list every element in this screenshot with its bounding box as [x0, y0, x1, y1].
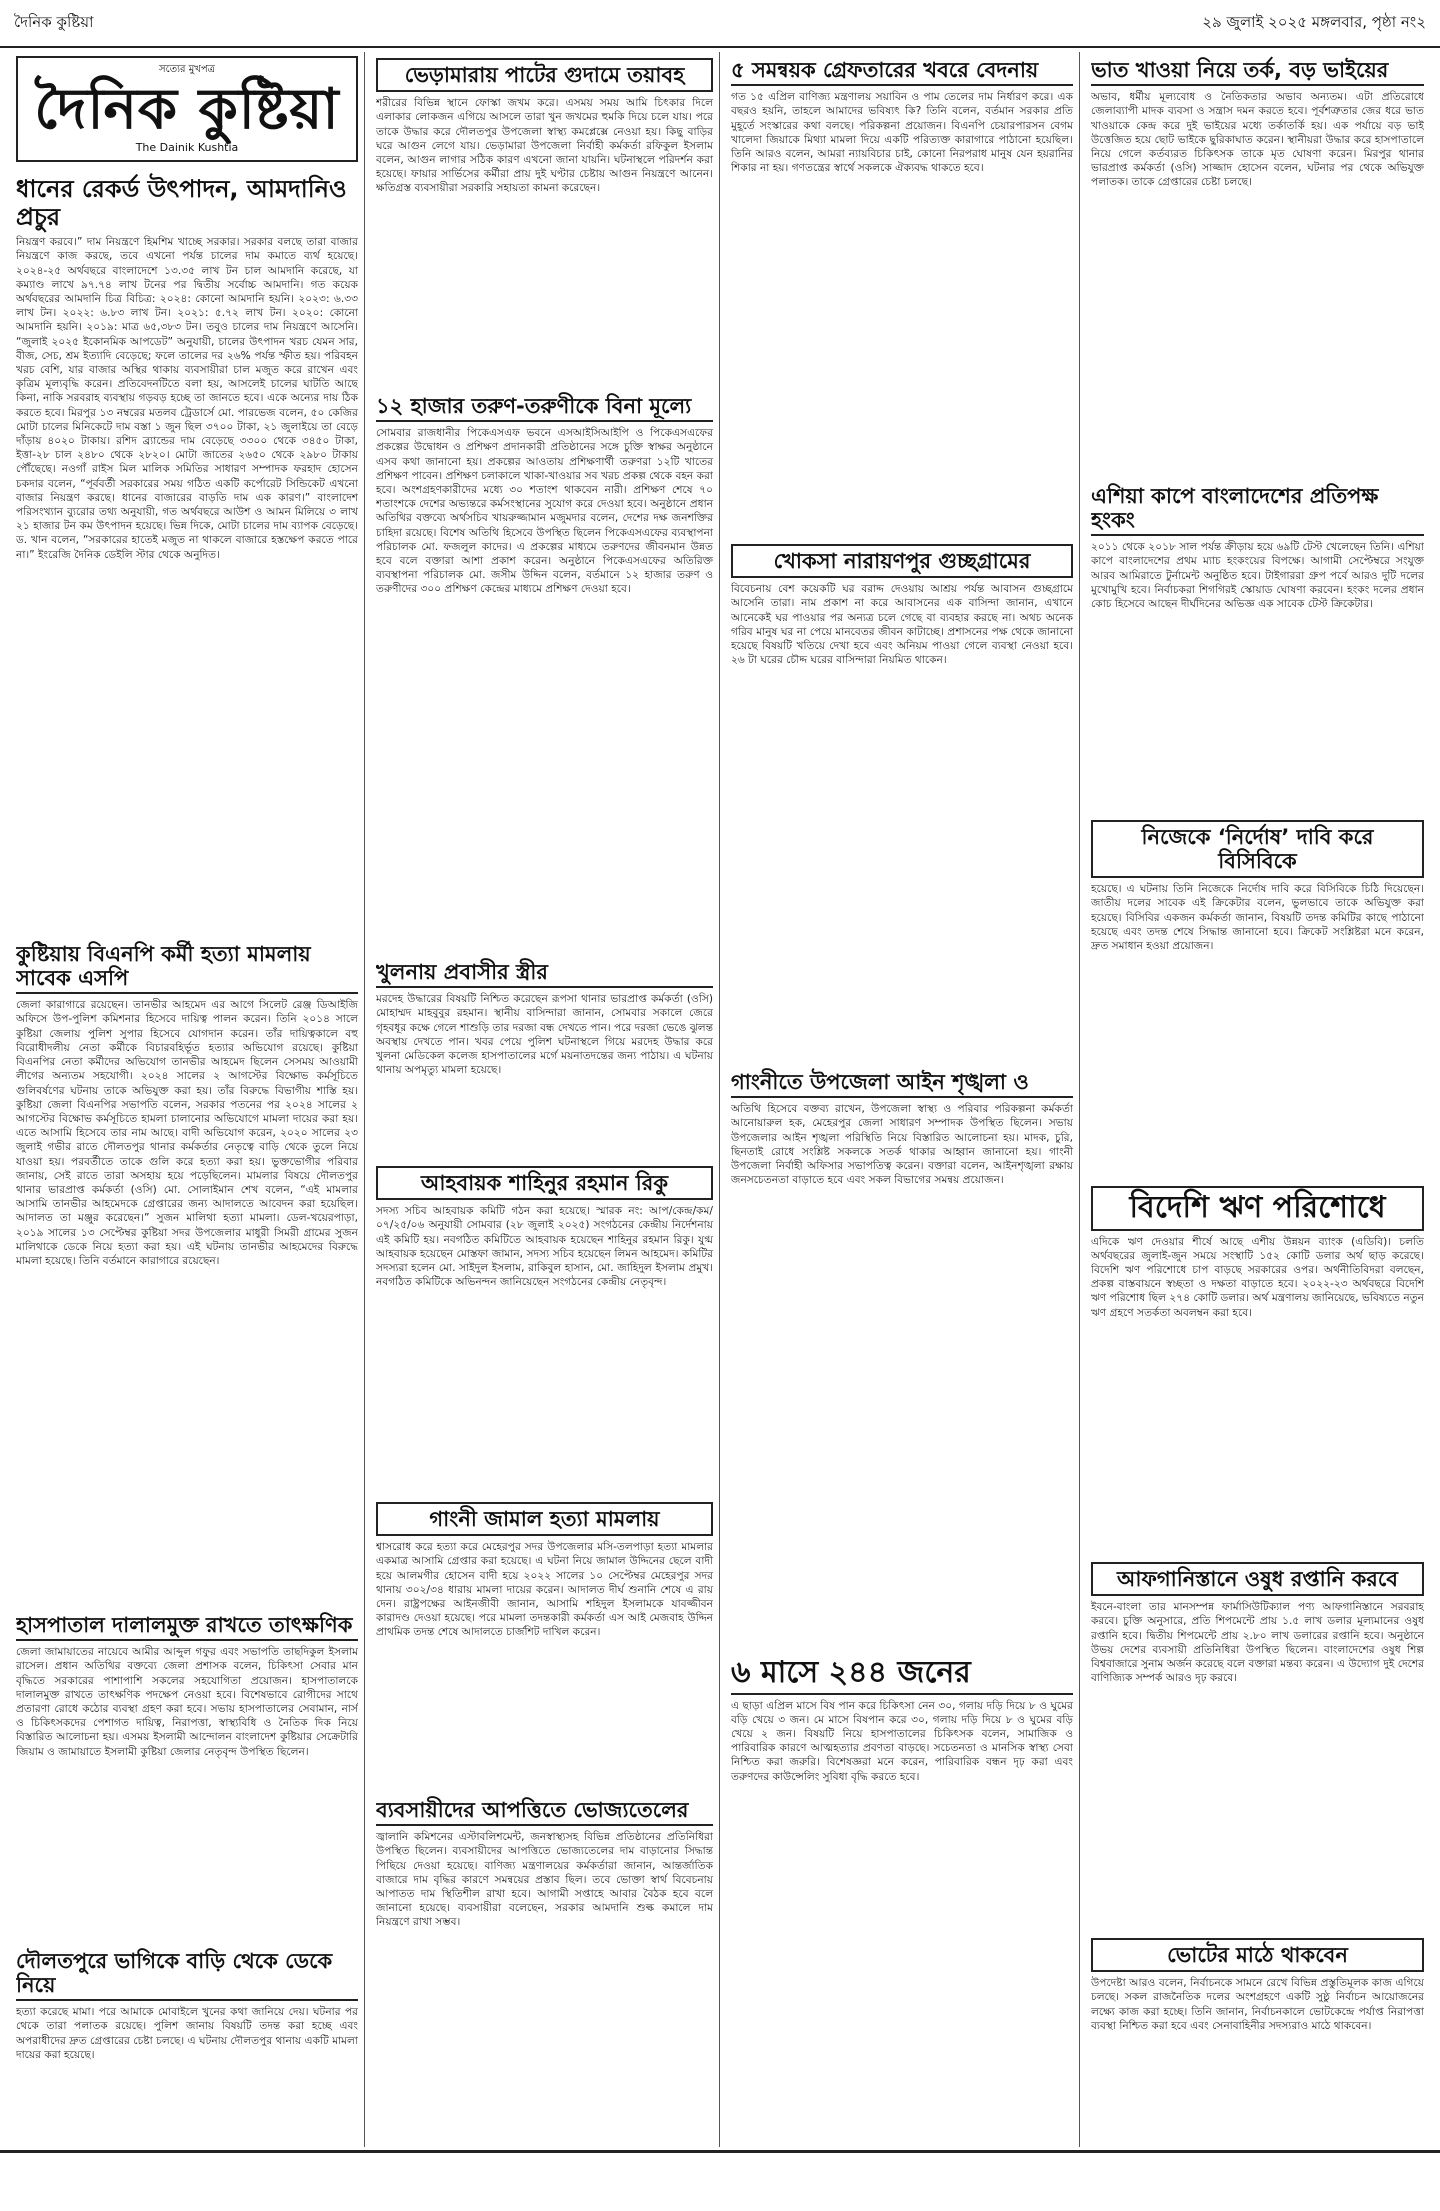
- article-body: শরীরের বিভিন্ন স্থানে ফোস্কা জখম করে। এসময় সময় আমি চিৎকার দিলে এলাকার লোকজন এগিয়ে আসলে তারা খুন জখমের হুমকি দিয়ে চলে যায়। পরে তাকে উদ্ধার করে দৌলতপুর উপজেলা স্বাস্থ্য কমপ্লেক্সে নেওয়া হয়। কিছু বাড়ির ঘরে আগুন লেগে যায়। ভেড়ামারা উপজেলা নির্বাহী কর্মকর্তা রফিকুল ইসলাম বলেন, আগুন লাগার সঠিক কারণ এখনো জানা যায়নি। ঘটনাস্থলে পরিদর্শন করা হয়েছে। ফায়ার সার্ভিসের কর্মীরা প্রায় দুই ঘণ্টার চেষ্টায় আগুন নিয়ন্ত্রণে আনেন। ক্ষতিগ্রস্ত ব্যবসায়ীরা সরকারি সহায়তা কামনা করেছেন।: [376, 97, 713, 195]
- article-body: উপদেষ্টা আরও বলেন, নির্বাচনকে সামনে রেখে বিভিন্ন প্রস্তুতিমূলক কাজ এগিয়ে চলছে। সকল রাজনৈতিক দলের অংশগ্রহণে একটি সুষ্ঠু নির্বাচন আয়োজনের লক্ষ্যে কাজ করা হচ্ছে। তিনি জানান, নির্বাচনকালে ভোটকেন্দ্রে পর্যাপ্ত নিরাপত্তা ব্যবস্থা নিশ্চিত করা হবে এবং সেনাবাহিনীর সদস্যরাও মাঠে থাকবেন।: [1091, 1977, 1424, 2032]
- article-hospital: [16, 1607, 358, 1937]
- article-edible-oil: [376, 1792, 713, 2147]
- headline: ভাত খাওয়া নিয়ে তর্ক, বড় ভাইয়ের: [1091, 58, 1424, 86]
- article-body: মরদেহ উদ্ধারের বিষয়টি নিশ্চিত করেছেন রূপসা থানার ভারপ্রাপ্ত কর্মকর্তা (ওসি) মোহাম্মদ মাহবুবুর রহমান। স্থানীয় বাসিন্দারা জানান, সোমবার সকালে জেরে গৃহবধূর কক্ষে গেলে শাশুড়ি তার দরজা বন্ধ দেখতে পান। পরে দরজা ভেঙে ঝুলন্ত অবস্থায় দেখতে পান। খবর পেয়ে পুলিশ ঘটনাস্থলে গিয়ে মরদেহ উদ্ধার করে খুলনা মেডিকেল কলেজ হাসপাতালের মর্গে ময়নাতদন্তের জন্য পাঠায়। এ ঘটনায় থানায় অপমৃত্যু মামলা হয়েছে।: [376, 993, 713, 1077]
- article-body: ইবনে-বাংলা তার মানসম্পন্ন ফার্মাসিউটিক্যাল পণ্য আফগানিস্তানে সরবরাহ করবে। চুক্তি অনুসারে, প্রতি শিপমেন্টে প্রায় ১.৫ লাখ ডলার মূল্যমানের ওষুধ রপ্তানি হবে। দ্বিতীয় শিপমেন্টে প্রায় ২.৮০ লাখ ডলারের রপ্তানি হবে। অনুষ্ঠানে উভয় দেশের ব্যবসায়ী প্রতিনিধিরা উপস্থিত ছিলেন। বাংলাদেশের ওষুধ শিল্প বিশ্ববাজারে সুনাম অর্জন করেছে বলে বক্তারা মন্তব্য করেন। এ উদ্যোগ দুই দেশের বাণিজ্যিক সম্পর্ক আরও দৃঢ় করবে।: [1091, 1601, 1424, 1685]
- article-coordinators: [731, 52, 1073, 532]
- article-khulna: [376, 954, 713, 1154]
- headline: হাসপাতাল দালালমুক্ত রাখতে তাৎক্ষণিক: [16, 1613, 358, 1641]
- article-foreign-loan: [1091, 1180, 1424, 1550]
- headline: ৬ মাসে ২৪৪ জনের: [731, 1656, 1073, 1695]
- masthead-tagline: সত্যের মুখপত্র: [159, 64, 215, 75]
- headline: গাংনীতে উপজেলা আইন শৃঙ্খলা ও: [731, 1070, 1073, 1098]
- article-body: সোমবার রাজধানীর পিকেএসএফ ভবনে এসআইসিআইপি ও পিকেএসএফের প্রকল্পের উদ্বোধন ও প্রশিক্ষণ প্রদানকারী প্রতিষ্ঠানের সঙ্গে চুক্তি স্বাক্ষর অনুষ্ঠানে এসব কথা জানানো হয়। প্রকল্পের আওতায় প্রশিক্ষণার্থী তরুণরা ১২টি খাতের প্রশিক্ষণ পাবেন। প্রশিক্ষণ চলাকালে খাকা-খাওয়ার সব খরচ প্রকল্প থেকে বহন করা হবে। অংশগ্রহণকারীদের মধ্যে ৩০ শতাংশ থাকবেন নারী। প্রশিক্ষণ শেষে ৭০ শতাংশকে দেশের অভ্যন্তরে কর্মসংস্থানের সুযোগ করে দেওয়া হবে। অনুষ্ঠানে প্রধান অতিথির বক্তব্যে অর্থসচিব খায়রুজ্জামান মজুমদার বলেন, দেশের দক্ষ জনশক্তির চাহিদা রয়েছে। বিশেষ অতিথি হিসেবে উপস্থিত ছিলেন পিকেএসএফের ব্যবস্থাপনা পরিচালক মো. ফজলুল কাদের। এ প্রকল্পের মাধ্যমে তরুণদের জীবনমান উন্নত হবে বলে বক্তারা আশা প্রকাশ করেন। অনুষ্ঠানে পিকেএসএফের অতিরিক্ত ব্যবস্থাপনা পরিচালক মো. জসীম উদ্দিন বলেন, বর্তমানে ১২ হাজার তরুণ ও তরুণীদের ৩০০ প্রশিক্ষণ কেন্দ্রের মাধ্যমে প্রশিক্ষণ দেওয়া হবে।: [376, 427, 713, 596]
- page-body: [10, 52, 1430, 2147]
- headline: কুষ্টিয়ায় বিএনপি কর্মী হত্যা মামলায় সাবেক এসপি: [16, 942, 358, 994]
- headline: গাংনী জামাল হত্যা মামলায়: [376, 1502, 713, 1536]
- article-jute-fire: [376, 52, 713, 382]
- headline: দৌলতপুরে ভাগিকে বাড়ি থেকে ডেকে নিয়ে: [16, 1949, 358, 2001]
- article-body: সদস্য সচিব আহবায়ক কমিটি গঠন করা হয়েছে। স্মারক নং: আপ/কেন্দ্র/কম/০৭/২৫/০৬ অনুযায়ী সোমবার (২৮ জুলাই ২০২৫) সংগঠনের কেন্দ্রীয় নির্দেশনায় এই কমিটি হয়। নবগঠিত কমিটিতে আহবায়ক হয়েছেন শাহিনুর রহমান রিকু। যুগ্ম আহবায়ক হয়েছেন মোস্তফা জামান, সদস্য সচিব হয়েছেন লিমন আহমেদ। কমিটির সদস্যরা হলেন মো. সাইদুল ইসলাম, রাকিবুল হাসান, মো. জাহিদুল ইসলাম প্রমুখ। নবগঠিত কমিটিকে অভিনন্দন জানিয়েছেন সংগঠনের কেন্দ্রীয় নেতৃবৃন্দ।: [376, 1205, 713, 1289]
- headline: ৫ সমন্বয়ক গ্রেফতারের খবরে বেদনায়: [731, 58, 1073, 86]
- page-footer-rule: [0, 2150, 1440, 2211]
- article-body: হয়েছে। এ ঘটনায় তিনি নিজেকে নির্দোষ দাবি করে বিসিবিকে চিঠি দিয়েছেন। জাতীয় দলের সাবেক এই ক্রিকেটার বলেন, ভুলভাবে তাকে অভিযুক্ত করা হয়েছে। বিসিবির একজন কর্মকর্তা জানান, বিষয়টি তদন্ত কমিটির কাছে পাঠানো হয়েছে এবং তদন্ত শেষে সিদ্ধান্ত জানানো হবে। ক্রিকেট সংশ্লিষ্টরা মনে করেন, দ্রুত সমাধান হওয়া প্রয়োজন।: [1091, 883, 1424, 953]
- masthead: [16, 56, 358, 162]
- article-afghanistan: [1091, 1556, 1424, 1926]
- headline: বিদেশি ঋণ পরিশোধে: [1091, 1186, 1424, 1231]
- headline: ভেড়ামারায় পাটের গুদামে তয়াবহ: [376, 58, 713, 92]
- article-body: অতিথি হিসেবে বক্তব্য রাখেন, উপজেলা স্বাস্থ্য ও পরিবার পরিকল্পনা কর্মকর্তা আনোয়ারুল হক, মেহেরপুর জেলা সাধারণ সম্পাদক উপস্থিত ছিলেন। সভায় উপজেলার আইন শৃঙ্খলা পরিস্থিতি নিয়ে বিস্তারিত আলোচনা হয়। মাদক, চুরি, ছিনতাই রোধে সংশ্লিষ্ট সকলকে সতর্ক থাকার আহ্বান জানানো হয়। গাংনী উপজেলা নির্বাহী অফিসার সভাপতিত্ব করেন। বক্তারা বলেন, আইনশৃঙ্খলা রক্ষায় জনসচেতনতা বাড়াতে হবে এবং সকল বিভাগের সমন্বয় প্রয়োজন।: [731, 1103, 1073, 1187]
- column-3: [725, 52, 1080, 2147]
- header-paper-name: দৈনিক কুষ্টিয়া: [14, 12, 94, 31]
- article-gangni-law: [731, 1064, 1073, 1644]
- article-body: জ্বালানি কমিশনের এস্টাবলিশমেন্ট, জনস্বাস্থ্যসহ বিভিন্ন প্রতিষ্ঠানের প্রতিনিধিরা উপস্থিত ছিলেন। ব্যবসায়ীদের আপত্তিতে ভোজ্যতেলের দাম বাড়ানোর সিদ্ধান্ত পিছিয়ে দেওয়া হয়েছে। বাণিজ্য মন্ত্রণালয়ের কর্মকর্তারা জানান, আন্তর্জাতিক বাজারে দাম বৃদ্ধির কারণে সমন্বয়ের প্রস্তাব ছিল। তবে ভোক্তা স্বার্থ বিবেচনায় আপাতত দাম স্থিতিশীল রাখা হবে। আগামী সপ্তাহে আবার বৈঠক হবে বলে জানানো হয়েছে। ব্যবসায়ীরা বলেছেন, সরকার আমদানি শুল্ক কমালে দাম নিয়ন্ত্রণে রাখা সম্ভব।: [376, 1831, 713, 1929]
- article-body: অভাব, ধর্মীয় মূল্যবোধ ও নৈতিকতার অভাব অন্যতম। এটা প্রতিরোধে জেলাব্যাপী মাদক ব্যবসা ও সন্ত্রাস দমন করতে হবে। পূর্বশত্রুতার জের ধরে ভাত খাওয়াকে কেন্দ্র করে দুই ভাইয়ের মধ্যে তর্কাতর্কি হয়। এক পর্যায়ে বড় ভাই উত্তেজিত হয়ে ছোট ভাইকে ছুরিকাঘাত করেন। স্থানীয়রা উদ্ধার করে হাসপাতালে নিয়ে গেলে কর্তব্যরত চিকিৎসক তাকে মৃত ঘোষণা করেন। মিরপুর থানার ভারপ্রাপ্ত কর্মকর্তা (ওসি) সাজ্জাদ হোসেন বলেন, ঘটনার পর থেকে অভিযুক্ত পলাতক। তাকে গ্রেপ্তারের চেষ্টা চলছে।: [1091, 91, 1424, 189]
- headline: খুলনায় প্রবাসীর স্ত্রীর: [376, 960, 713, 988]
- article-daulatpur: [16, 1943, 358, 2093]
- article-body: জেলা কারাগারে রয়েছেন। তানভীর আহমেদ এর আগে সিলেট রেঞ্জ ডিআইজি অফিসে উপ-পুলিশ কমিশনার হিসেবে দায়িত্ব পালন করেন। তিনি ২০১৪ সালে কুষ্টিয়া জেলায় পুলিশ সুপার হিসেবে যোগদান করেন। তাঁর দায়িত্বকালে বহু বিরোধীদলীয় নেতা কর্মীকে বিচারবহির্ভূত হত্যার অভিযোগ রয়েছে। কুষ্টিয়া বিএনপির নেতা কর্মীদের অভিযোগ তানভীর আহমেদ ছিলেন সেসময় আওয়ামী লীগের অন্যতম সহযোগী। ২০২৪ সালের ২ আগস্টের বিক্ষোভ কর্মসূচিতে গুলিবর্ষণের ঘটনায় তাকে অভিযুক্ত করা হয়। তাঁর বিরুদ্ধে বিভাগীয় শাস্তি হয়। কুষ্টিয়া জেলা বিএনপির সভাপতি বলেন, সরকার পতনের পর ২০২৪ সালের ২ আগস্টের বিক্ষোভ কর্মসূচিতে হামলা চালানোর অভিযোগে মামলা দায়ের করা হয়। এতে আসামি হিসেবে তার নাম আছে। বাদী অভিযোগ করেন, ২০২০ সালের ২৩ জুলাই গভীর রাতে দৌলতপুর থানার কর্মকর্তার নেতৃত্বে বাড়ি থেকে তুলে নিয়ে যাওয়া হয়। পরবর্তীতে তাকে গুলি করে হত্যা করা হয়। ভুক্তভোগীর পরিবার জানায়, সেই রাতে তারা অসহায় হয়ে পড়েছিলেন। মামলার বিষয়ে দৌলতপুর থানার ভারপ্রাপ্ত কর্মকর্তা (ওসি) মো. সোলাইমান শেখ বলেন, “এই মামলার আসামি তানভীর আহমেদকে গ্রেপ্তারের জন্য আদালতে আবেদন করা হয়েছিল। আদালত তা মঞ্জুর করেছেন।” সুজন মালিথা হত্যা মামলা। ডেল-খয়েরপাড়া, ২০১৯ সালের ১৩ সেপ্টেম্বর কুষ্টিয়া সদর উপজেলার মাধুরী সিমরী গ্রামের সুজন মালিথাকে ডেকে নিয়ে হত্যা করা হয়। এই ঘটনায় তানভীর আহমেদের বিরুদ্ধে মামলা হয়েছে। তিনি বর্তমানে কারাগারে রয়েছেন।: [16, 999, 358, 1267]
- headline: খোকসা নারায়ণপুর গুচ্ছগ্রামের: [731, 544, 1073, 578]
- article-body: হত্যা করেছে মামা। পরে আমাকে মোবাইলে খুনের কথা জানিয়ে দেয়। ঘটনার পর থেকে তারা পলাতক রয়েছে। পুলিশ জানায় বিষয়টি তদন্ত করা হচ্ছে এবং অপরাধীদের দ্রুত গ্রেপ্তারের চেষ্টা চলছে। এ ঘটনায় দৌলতপুর থানায় একটি মামলা দায়ের করা হয়েছে।: [16, 2006, 358, 2061]
- headline: ধানের রেকর্ড উৎপাদন, আমদানিও প্রচুর: [16, 175, 347, 231]
- headline: নিজেকে ‘নির্দোষ’ দাবি করে বিসিবিকে: [1091, 820, 1424, 878]
- column-4: [1085, 52, 1430, 2147]
- headline: এশিয়া কাপে বাংলাদেশের প্রতিপক্ষ হংকং: [1091, 484, 1424, 536]
- article-brothers: [1091, 52, 1424, 472]
- column-2: [370, 52, 720, 2147]
- headline: আফগানিস্তানে ওষুধ রপ্তানি করবে: [1091, 1562, 1424, 1596]
- article-training: [376, 388, 713, 948]
- column-1: [10, 52, 365, 2147]
- article-khoksa: [731, 538, 1073, 1058]
- article-body: এ ছাড়া এপ্রিল মাসে বিষ পান করে চিকিৎসা নেন ৩০, গলায় দড়ি দিয়ে ৮ ও ঘুমের বড়ি খেয়ে ৩ জন। মে মাসে বিষপান করে ৩০, গলায় দড়ি দিয়ে ৮ ও ঘুমের বড়ি খেয়ে ২ জন। বিষয়টি নিয়ে হাসপাতালের চিকিৎসক বলেন, সামাজিক ও পারিবারিক কারণে আত্মহত্যার প্রবণতা বাড়ছে। সচেতনতা ও মানসিক স্বাস্থ্য সেবা নিশ্চিত করা জরুরি। বিশেষজ্ঞরা মনে করেন, পারিবারিক বন্ধন দৃঢ় করা এবং তরুণদের কাউন্সেলিং সুবিধা বৃদ্ধি করতে হবে।: [731, 1699, 1073, 1783]
- header-date-page: ২৯ জুলাই ২০২৫ মঙ্গলবার, পৃষ্ঠা নং২: [1202, 12, 1426, 31]
- article-body: বিবেচনায় বেশ কয়েকটি ঘর বরাদ্দ দেওয়ায় আশ্রয় পর্যন্ত আবাসন গুচ্ছগ্রামে আসেনি তারা। নাম প্রকাশ না করে আবাসনের এক বাসিন্দা জানান, এখানে আনেকেই ঘর পাওয়ার পর অন্যত্র চলে গেছে বা ব্যবহার করছে না। অথচ অনেক গরিব মানুষ ঘর না পেয়ে মানবেতর জীবন কাটাচ্ছে। প্রশাসনের পক্ষ থেকে জানানো হয়েছে বিষয়টি খতিয়ে দেখা হবে এবং অনিয়ম পাওয়া গেলে ব্যবস্থা নেওয়া হবে। ২৬ টা ঘরের চৌদ্দ ঘরের বাসিন্দারা নিয়মিত থাকেন।: [731, 583, 1073, 667]
- article-election: [1091, 1932, 1424, 2147]
- masthead-latin: The Dainik Kushtia: [135, 141, 239, 154]
- article-innocent: [1091, 814, 1424, 1174]
- page-header: [0, 0, 1440, 48]
- article-body: এদিকে ঋণ দেওয়ার শীর্ষে আছে এশীয় উন্নয়ন ব্যাংক (এডিবি)। চলতি অর্থবছরের জুলাই-জুন সময়ে সংস্থাটি ১৫২ কোটি ডলার অর্থ ছাড় করেছে। বিদেশি ঋণ পরিশোধে চাপ বাড়ছে সরকারের ওপর। অর্থনীতিবিদরা বলছেন, প্রকল্প বাস্তবায়নে স্বচ্ছতা ও দক্ষতা বাড়াতে হবে। ২০২২-২৩ অর্থবছরে বিদেশি ঋণ পরিশোধ ছিল ২৭৪ কোটি ডলার। অর্থ মন্ত্রণালয় জানিয়েছে, ভবিষ্যতে নতুন ঋণ গ্রহণে সতর্কতা অবলম্বন করা হবে।: [1091, 1235, 1424, 1319]
- headline: ব্যবসায়ীদের আপত্তিতে ভোজ্যতেলের: [376, 1798, 713, 1826]
- article-body: ২০১১ থেকে ২০১৮ সাল পর্যন্ত ক্রীড়ায় হয়ে ৬৯টি টেস্ট খেলেছেন তিনি। এশিয়া কাপে বাংলাদেশের প্রথম ম্যাচ হংকংয়ের বিপক্ষে। আগামী সেপ্টেম্বরে সংযুক্ত আরব আমিরাতে টুর্নামেন্ট অনুষ্ঠিত হবে। টাইগাররা গ্রুপ পর্বে আরও দুটি দলের মুখোমুখি হবে। নির্বাচকরা শিগগিরই স্কোয়াড ঘোষণা করবেন। হংকং দলের প্রধান কোচ হিসেবে আছেন দীর্ঘদিনের অভিজ্ঞ এক সাবেক টেস্ট ক্রিকেটার।: [1091, 541, 1424, 611]
- headline: ভোটের মাঠে থাকবেন: [1091, 1938, 1424, 1972]
- article-convener: [376, 1160, 713, 1490]
- article-body: গত ১৫ এপ্রিল বাণিজ্য মন্ত্রণালয় সয়াবিন ও পাম তেলের দাম নির্ধারণ করে। এক বছরও হয়নি, তাহলে আমাদের ভবিষ্যৎ কি? তিনি বলেন, বর্তমান সরকার প্রতি মুহূর্তে সংস্কারের কথা বলছে। পরিকল্পনা প্রয়োজন। বিএনপি চেয়ারপারসন বেগম খালেদা জিয়াকে মিথ্যা মামলা দিয়ে একটি পরিত্যক্ত কারাগারে পাঠানো হয়েছিল। তিনি আরও বলেন, আমরা ন্যায়বিচার চাই, কোনো নিরপরাধ মানুষ যেন হয়রানির শিকার না হয়। গণতন্ত্রের স্বার্থে সকলকে ঐক্যবদ্ধ থাকতে হবে।: [731, 91, 1073, 175]
- article-six-months: [731, 1650, 1073, 2130]
- article-body: জেলা জামায়াতের নায়েবে আমীর আব্দুল গফুর এবং সভাপতি তাছদিকুল ইসলাম রাসেল। প্রধান অতিথির বক্তব্যে জেলা প্রশাসক বলেন, চিকিৎসা সেবার মান বৃদ্ধিতে সরকারের পাশাপাশি সকলের সহযোগিতা প্রয়োজন। হাসপাতালকে দালালমুক্ত রাখতে তাৎক্ষণিক পদক্ষেপ নেওয়া হবে। বিশেষভাবে রোগীদের সাথে প্রতারণা রোধে কঠোর ব্যবস্থা গ্রহণ করা হবে। সভায় হাসপাতালের সেবামান, নার্স ও চিকিৎসকদের পেশাগত দায়িত্ব, নিরাপত্তা, স্বাস্থ্যবিধি ও নৈতিক দিক নিয়ে বিস্তারিত আলোচনা হয়। এসময় ইসলামী আন্দোলন বাংলাদেশ কুষ্টিয়ার সেক্রেটারি জিয়াম ও জামায়াতে ইসলামী কুষ্টিয়া জেলার নেতৃবৃন্দ উপস্থিত ছিলেন।: [16, 1646, 358, 1758]
- article-body: নিয়ন্ত্রণ করবে।” দাম নিয়ন্ত্রণে হিমশিম খাচ্ছে সরকার। সরকার বলছে তারা বাজার নিয়ন্ত্রণে কাজ করছে, তবে এখনো পর্যন্ত চালের দাম কমাতে ব্যর্থ হয়েছে। ২০২৪-২৫ অর্থবছরে বাংলাদেশে ১৩.৩৫ লাখ টন চাল আমদানি করেছে, যা কম্যাণ্ড লাখে ৯৭.৭৪ লাখ টনের পর দ্বিতীয় সর্বোচ্চ আমদানি। গত কয়েক অর্থবছরের আমদানি চিত্র বিচিত্র: ২০২৪: কোনো আমদানি হয়নি। ২০২৩: ৬.৩৩ লাখ টন। ২০২২: ৬.৮৩ লাখ টন। ২০২১: ৫.৭২ লাখ টন। ২০২০: কোনো আমদানি হয়নি। ২০১৯: মাত্র ৬৫,৩৮৩ টন। তবুও চালের দাম নিয়ন্ত্রণে আসেনি। “জুলাই ২০২৫ ইকোনমিক আপডেট” অনুযায়ী, চালের উৎপাদন খরচ যেমন সার, বীজ, সেচ, শ্রম ইত্যাদি বেড়েছে; ফলে তালের দর ২৬% পর্যন্ত স্ফীত হয়। পরিবহন খরচ বেশি, যার বাজার অস্থির থাকায় ব্যবসায়ীরা চাল মজুত করে রাখেন এবং কৃত্রিম মূল্যবৃদ্ধি করেন। প্রতিবেদনটিতে বলা হয়, আসলেই চালের ঘাটতি আছে কিনা, নাকি সরবরাহ ব্যবস্থায় গড়বড় হচ্ছে তা জানতে হবে। একে অন্যের দায় ঠিক করতে হবে। মিরপুর ১৩ নম্বরের মতলব ট্রেডার্সে মো. পারভেজ বলেন, ৫০ কেজির মোটা চালের মিনিকেটে দাম বস্তা ১ জুন ছিল ৩৭০০ টাকা, ২১ জুলাইয়ে তা বেড়ে দাঁড়ায় ৪০২০ টাকায়। রশিদ ব্র্যান্ডের দাম বেড়েছে ৩৩০০ থেকে ৩৪৫০ টাকা, ইত্তা-২৮ চাল ২৪৮০ থেকে ২৮২০। মোটা জাতের ২৬৫০ থেকে ২৯৮০ টাকায় পৌঁছেছে। নওগাঁ রাইস মিল মালিক সমিতির সাধারণ সম্পাদক ফরহাদ হোসেন চকদার বলেন, “পূর্ববর্তী সরকারের সময় গঠিত একটি কর্পোরেট সিন্ডিকেট এখনো বাজার নিয়ন্ত্রণ করছে। ধানের বাজারের বাড়তি দাম এক কারণ।” বাংলাদেশ পরিসংখ্যান ব্যুরোর তথ্য অনুযায়ী, গত অর্থবছরে আউশ ও আমন মিলিয়ে ৩ লাখ ২১ হাজার টন কম উৎপাদন হয়েছে। ভিন্ন দিকে, মোটা চালের দাম ব্যাপক বেড়েছে। ড. খান বলেন, “সরকারের হাতেই মজুত না থাকলে বাজারে হস্তক্ষেপ করতে পারে না।” ইংরেজি দৈনিক ডেইলি স্টার থেকে অনুদিত।: [16, 236, 358, 561]
- masthead-name: দৈনিক কুষ্টিয়া: [34, 77, 340, 142]
- article-body: শ্বাসরোধ করে হত্যা করে মেহেরপুর সদর উপজেলার মসি-তলপাড়া হত্যা মামলার একমাত্র আসামি গ্রেপ্তার করা হয়েছে। এ ঘটনা নিয়ে জামাল উদ্দিনের ছেলে বাদী হয়ে আলমগীর হোসেন বাদী হয়ে ২০২২ সালের ১০ সেপ্টেম্বর মেহেরপুর সদর থানায় ৩০২/৩৪ ধারায় মামলা দায়ের করেন। আদালত দীর্ঘ শুনানি শেষে এ রায় দেন। রাষ্ট্রপক্ষের আইনজীবী জানান, আসামি শহিদুল ইসলামকে যাবজ্জীবন কারাদণ্ড দেওয়া হয়েছে। পরে মামলা তদন্তকারী কর্মকর্তা এস আই মেজবাহ উদ্দিন প্রাথমিক তদন্ত শেষে আদালতে চার্জশিট দাখিল করেন।: [376, 1541, 713, 1639]
- article-asia-cup: [1091, 478, 1424, 808]
- article-gangni-jamal: [376, 1496, 713, 1786]
- headline: ১২ হাজার তরুণ-তরুণীকে বিনা মূল্যে: [376, 394, 713, 422]
- headline: আহবায়ক শাহিনুর রহমান রিকু: [376, 1166, 713, 1200]
- article-bnp-murder: [16, 936, 358, 1601]
- article-rice: [16, 170, 358, 930]
